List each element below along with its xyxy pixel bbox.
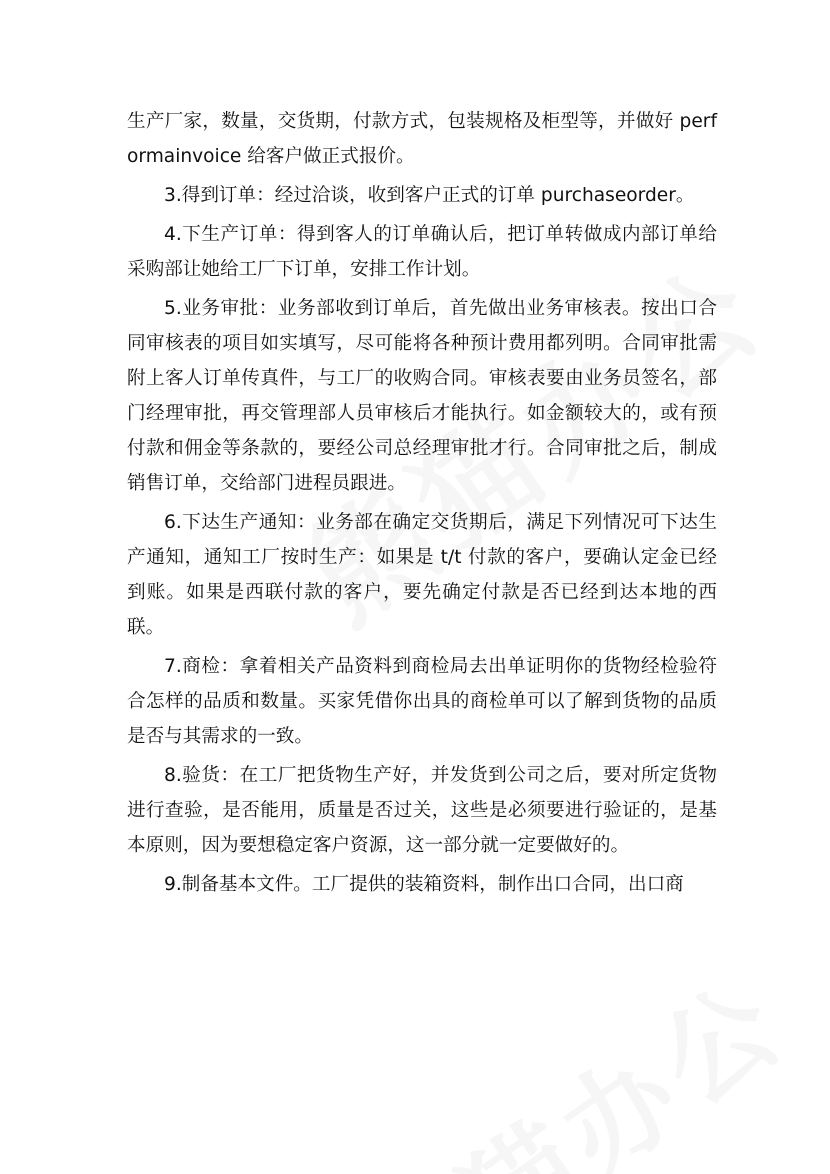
paragraph-continuation: 生产厂家，数量，交货期，付款方式，包装规格及柜型等，并做好 performainvoice 给客户做正式报价。 [127, 111, 717, 167]
paragraph-step-7-commodity-inspection: 7.商检：拿着相关产品资料到商检局去出单证明你的货物经检验符合怎样的品质和数量。买家凭借你出具的商检单可以了解到货物的品质是否与其需求的一致。 [127, 656, 717, 747]
watermark [328, 937, 812, 1174]
document-body [127, 104, 717, 906]
paragraph-step-9-prepare-documents: 9.制备基本文件。工厂提供的装箱资料，制作出口合同，出口商 [164, 874, 684, 895]
paragraph-step-4-production-order: 4.下生产订单：得到客人的订单确认后，把订单转做成内部订单给采购部让她给工厂下订单，安排工作计划。 [127, 224, 717, 280]
paragraph-step-5-business-approval: 5.业务审批：业务部收到订单后，首先做出业务审核表。按出口合同审核表的项目如实填写，尽可能将各种预计费用都列明。合同审批需附上客人订单传真件，与工厂的收购合同。审核表要由业务员签名，部门经理审批，再交管理部人员审核后才能执行。如金额较大的，或有预付款和佣金等条款的，要经公司总经理审批才行。合同审批之后，制成销售订单，交给部门进程员跟进。 [127, 298, 717, 494]
paragraph-step-6-production-notice: 6.下达生产通知：业务部在确定交货期后，满足下列情况可下达生产通知，通知工厂按时生产：如果是 t/t 付款的客户，要确认定金已经到账。如果是西联付款的客户，要先确定付款是否已经到达本地的西联。 [127, 512, 717, 638]
paragraph-step-3-receive-order: 3.得到订单：经过洽谈，收到客户正式的订单 purchaseorder。 [164, 185, 695, 206]
paragraph-step-8-goods-inspection: 8.验货：在工厂把货物生产好，并发货到公司之后，要对所定货物进行查验，是否能用，质量是否过关，这些是必须要进行验证的，是基本原则，因为要想稳定客户资源，这一部分就一定要做好的。 [127, 765, 717, 856]
